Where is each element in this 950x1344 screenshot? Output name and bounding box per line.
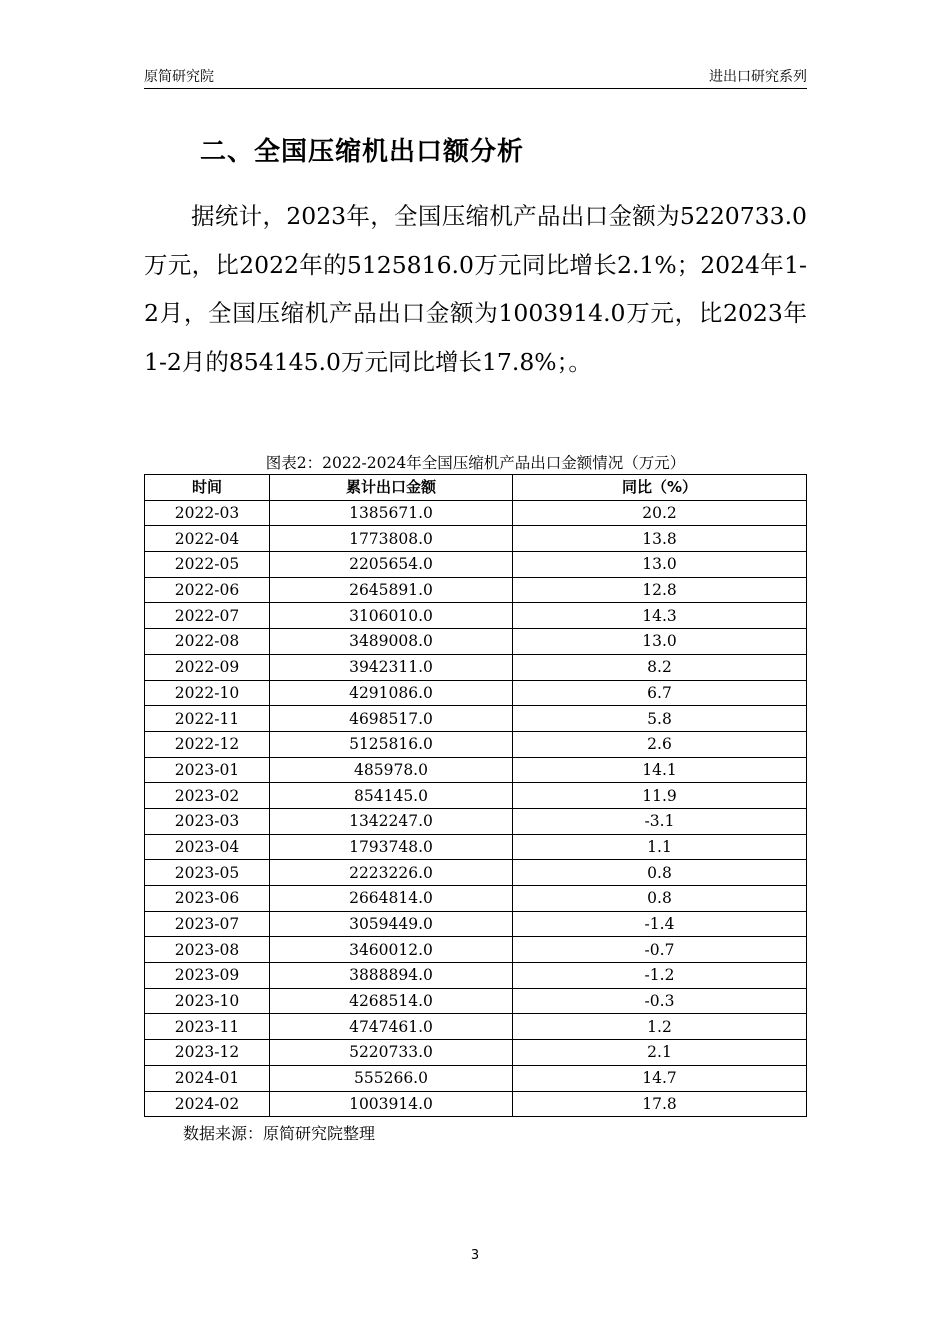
cell-time: 2022-09	[145, 654, 270, 680]
cell-cumulative-amount: 854145.0	[270, 783, 513, 809]
cell-cumulative-amount: 2223226.0	[270, 860, 513, 886]
cell-cumulative-amount: 1793748.0	[270, 834, 513, 860]
cell-yoy: -1.2	[513, 963, 807, 989]
table-row	[145, 603, 807, 629]
header-org-name: 原简研究院	[144, 69, 214, 85]
table-row	[145, 526, 807, 552]
cell-time: 2022-11	[145, 706, 270, 732]
summary-paragraph: 据统计，2023年，全国压缩机产品出口金额为5220733.0万元，比2022年的5125816.0万元同比增长2.1%；2024年1-2月，全国压缩机产品出口金额为1003914.0万元，比2023年1-2月的854145.0万元同比增长17.8%；。	[144, 202, 807, 376]
cell-yoy: 1.2	[513, 1014, 807, 1040]
table-row	[145, 808, 807, 834]
table-row	[145, 680, 807, 706]
table-row	[145, 500, 807, 526]
cell-yoy: 2.1	[513, 1040, 807, 1066]
cell-time: 2023-01	[145, 757, 270, 783]
cell-yoy: 20.2	[513, 500, 807, 526]
cell-time: 2022-04	[145, 526, 270, 552]
cell-time: 2022-06	[145, 577, 270, 603]
cell-time: 2023-07	[145, 911, 270, 937]
table-row	[145, 629, 807, 655]
table-header-row	[145, 475, 807, 501]
table-body	[145, 500, 807, 1117]
cell-cumulative-amount: 4291086.0	[270, 680, 513, 706]
cell-time: 2023-02	[145, 783, 270, 809]
cell-cumulative-amount: 1773808.0	[270, 526, 513, 552]
cell-cumulative-amount: 5125816.0	[270, 731, 513, 757]
cell-yoy: 17.8	[513, 1091, 807, 1117]
cell-cumulative-amount: 3106010.0	[270, 603, 513, 629]
table-row	[145, 1065, 807, 1091]
table-row	[145, 886, 807, 912]
cell-yoy: 8.2	[513, 654, 807, 680]
export-amount-table	[144, 474, 807, 1117]
cell-time: 2023-08	[145, 937, 270, 963]
column-header-yoy: 同比（%）	[513, 475, 807, 501]
table-row	[145, 1040, 807, 1066]
cell-cumulative-amount: 2645891.0	[270, 577, 513, 603]
table-row	[145, 1091, 807, 1117]
cell-cumulative-amount: 5220733.0	[270, 1040, 513, 1066]
cell-yoy: 11.9	[513, 783, 807, 809]
cell-time: 2023-10	[145, 988, 270, 1014]
table-row	[145, 860, 807, 886]
cell-cumulative-amount: 4268514.0	[270, 988, 513, 1014]
cell-time: 2024-02	[145, 1091, 270, 1117]
table-row	[145, 552, 807, 578]
cell-time: 2022-08	[145, 629, 270, 655]
cell-cumulative-amount: 3460012.0	[270, 937, 513, 963]
cell-yoy: 13.0	[513, 552, 807, 578]
column-header-cumulative-amount: 累计出口金额	[270, 475, 513, 501]
source-note: 数据来源：原简研究院整理	[183, 1124, 376, 1143]
cell-time: 2023-05	[145, 860, 270, 886]
cell-cumulative-amount: 1385671.0	[270, 500, 513, 526]
table-row	[145, 937, 807, 963]
cell-yoy: 14.3	[513, 603, 807, 629]
table-row	[145, 577, 807, 603]
table-row	[145, 988, 807, 1014]
cell-cumulative-amount: 3888894.0	[270, 963, 513, 989]
cell-cumulative-amount: 1003914.0	[270, 1091, 513, 1117]
cell-yoy: 5.8	[513, 706, 807, 732]
cell-yoy: 13.8	[513, 526, 807, 552]
cell-yoy: 6.7	[513, 680, 807, 706]
cell-cumulative-amount: 3059449.0	[270, 911, 513, 937]
cell-cumulative-amount: 3489008.0	[270, 629, 513, 655]
cell-time: 2022-07	[145, 603, 270, 629]
table-row	[145, 963, 807, 989]
cell-yoy: 2.6	[513, 731, 807, 757]
cell-time: 2023-09	[145, 963, 270, 989]
table-caption: 图表2：2022-2024年全国压缩机产品出口金额情况（万元）	[265, 454, 686, 472]
cell-yoy: 12.8	[513, 577, 807, 603]
cell-cumulative-amount: 555266.0	[270, 1065, 513, 1091]
cell-yoy: 0.8	[513, 886, 807, 912]
table-row	[145, 911, 807, 937]
cell-cumulative-amount: 4747461.0	[270, 1014, 513, 1040]
cell-yoy: 14.7	[513, 1065, 807, 1091]
cell-time: 2022-03	[145, 500, 270, 526]
cell-time: 2023-06	[145, 886, 270, 912]
header-series-name: 进出口研究系列	[709, 69, 807, 85]
cell-yoy: -0.3	[513, 988, 807, 1014]
cell-time: 2022-12	[145, 731, 270, 757]
cell-cumulative-amount: 2205654.0	[270, 552, 513, 578]
table-row	[145, 757, 807, 783]
column-header-time: 时间	[145, 475, 270, 501]
page-number: 3	[470, 1248, 480, 1263]
table-row	[145, 706, 807, 732]
cell-yoy: 1.1	[513, 834, 807, 860]
cell-time: 2022-05	[145, 552, 270, 578]
cell-yoy: 0.8	[513, 860, 807, 886]
table-row	[145, 1014, 807, 1040]
cell-cumulative-amount: 2664814.0	[270, 886, 513, 912]
table-row	[145, 783, 807, 809]
cell-time: 2023-03	[145, 808, 270, 834]
cell-time: 2023-04	[145, 834, 270, 860]
table-row	[145, 731, 807, 757]
table-row	[145, 834, 807, 860]
cell-cumulative-amount: 3942311.0	[270, 654, 513, 680]
cell-time: 2024-01	[145, 1065, 270, 1091]
cell-cumulative-amount: 4698517.0	[270, 706, 513, 732]
section-heading: 二、全国压缩机出口额分析	[200, 137, 525, 167]
cell-yoy: -0.7	[513, 937, 807, 963]
header-divider	[144, 88, 807, 89]
cell-time: 2023-12	[145, 1040, 270, 1066]
cell-yoy: -1.4	[513, 911, 807, 937]
cell-cumulative-amount: 485978.0	[270, 757, 513, 783]
cell-time: 2022-10	[145, 680, 270, 706]
cell-yoy: 13.0	[513, 629, 807, 655]
cell-time: 2023-11	[145, 1014, 270, 1040]
cell-yoy: -3.1	[513, 808, 807, 834]
table-row	[145, 654, 807, 680]
cell-yoy: 14.1	[513, 757, 807, 783]
cell-cumulative-amount: 1342247.0	[270, 808, 513, 834]
